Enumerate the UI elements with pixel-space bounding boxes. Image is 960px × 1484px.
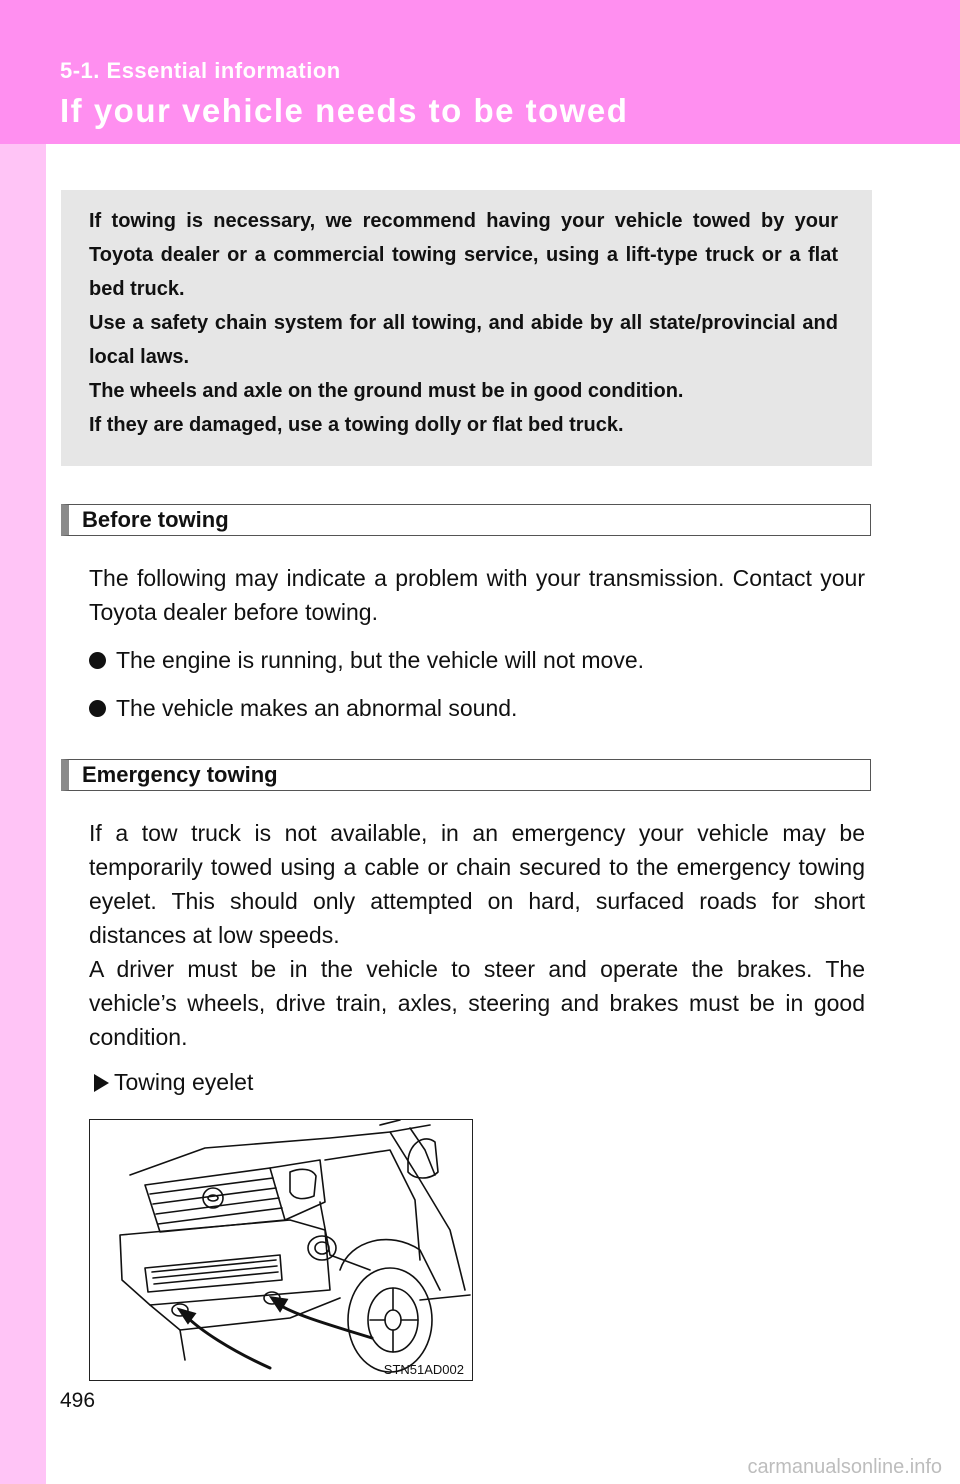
emergency-towing-heading-text: Emergency towing xyxy=(82,762,278,787)
intro-line: If towing is necessary, we recommend having your vehicle towed by your Toyota dealer or a commercial towing service, using a lift-type truck or a flat bed truck. xyxy=(89,210,838,300)
emergency-towing-body: If a tow truck is not available, in an emergency your vehicle may be temporarily towed using a cable or chain secured to the emergency towing eyelet. This should only attempted on hard, surfaced roads for short distances at low speeds. xyxy=(89,820,865,948)
triangle-pointer-icon xyxy=(94,1074,109,1092)
towing-eyelet-figure xyxy=(89,1119,473,1381)
section-label: 5-1. Essential information xyxy=(60,58,341,83)
emergency-towing-heading xyxy=(61,759,871,791)
page-header xyxy=(0,0,960,144)
watermark: carmanualsonline.info xyxy=(747,1456,942,1478)
before-towing-body: The following may indicate a problem with your transmission. Contact your Toyota dealer before towing. xyxy=(89,565,865,625)
before-towing-heading-text: Before towing xyxy=(82,507,229,532)
bullet-item xyxy=(89,695,517,722)
bullet-dot-icon xyxy=(89,700,106,717)
vehicle-front-illustration xyxy=(90,1120,473,1381)
page-title: If your vehicle needs to be towed xyxy=(60,92,629,129)
intro-line: The wheels and axle on the ground must be in good condition. xyxy=(89,380,684,402)
sub-item-towing-eyelet xyxy=(94,1069,253,1096)
intro-line: If they are damaged, use a towing dolly or flat bed truck. xyxy=(89,414,624,436)
left-margin-strip xyxy=(0,0,46,1484)
intro-line: Use a safety chain system for all towing, and abide by all state/provincial and local laws. xyxy=(89,312,838,368)
bullet-item xyxy=(89,647,644,674)
bullet-dot-icon xyxy=(89,652,106,669)
before-towing-heading xyxy=(61,504,871,536)
intro-box xyxy=(61,190,872,466)
figure-code: STN51AD002 xyxy=(383,1362,464,1377)
bullet-text: The engine is running, but the vehicle will not move. xyxy=(116,647,645,673)
bullet-text: The vehicle makes an abnormal sound. xyxy=(116,695,518,721)
sub-item-text: Towing eyelet xyxy=(114,1069,254,1095)
emergency-towing-body-2: A driver must be in the vehicle to steer and operate the brakes. The vehicle’s wheels, drive train, axles, steering and brakes must be in good condition. xyxy=(89,956,865,1050)
page-number: 496 xyxy=(60,1389,96,1412)
